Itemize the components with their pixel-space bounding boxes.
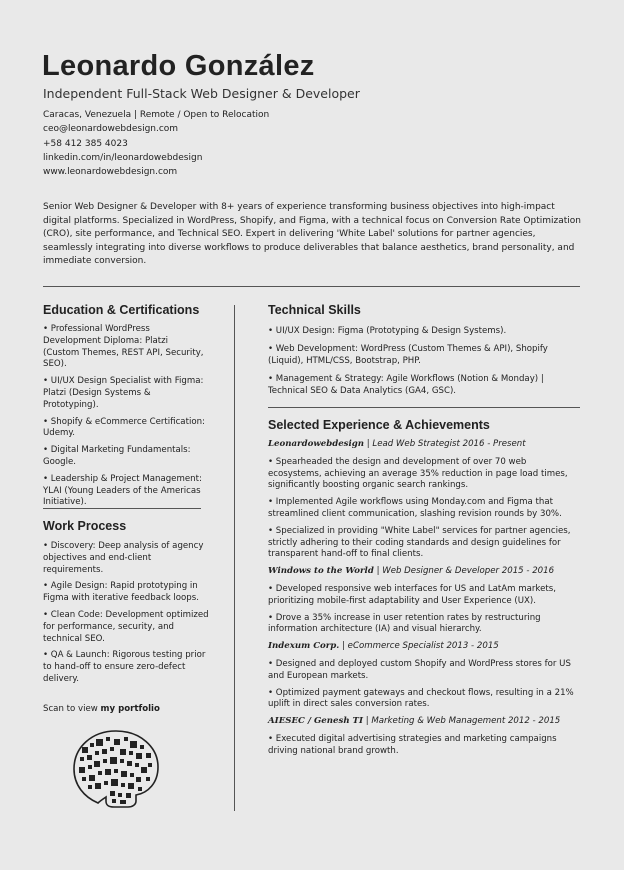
scan-prefix: Scan to view	[43, 704, 101, 714]
list-item: • Specialized in providing "White Label" services for partner agencies, strictly adhering to their coding standards and design guidelines for transparent hand-off to final clients.	[268, 525, 571, 560]
location: Caracas, Venezuela | Remote / Open to Relocation	[43, 110, 270, 120]
job-heading: Leonardowebdesign | Lead Web Strategist 2016 - Present	[268, 439, 526, 449]
experience-list	[268, 439, 574, 763]
list-item: • Discovery: Deep analysis of agency objectives and end-client requirements.	[43, 541, 204, 575]
divider	[43, 508, 201, 509]
experience-title: Selected Experience & Achievements	[268, 418, 490, 432]
job-org: Windows to the World	[268, 566, 374, 577]
list-item: • QA & Launch: Rigorous testing prior to hand-off to ensure zero-defect delivery.	[43, 650, 206, 684]
job-role: Web Designer & Developer 2015 - 2016	[382, 566, 555, 577]
job-heading: Indexum Corp. | eCommerce Specialist 2013 - 2015	[268, 641, 499, 652]
portfolio-link[interactable]: my portfolio	[100, 704, 160, 714]
skills-title: Technical Skills	[268, 303, 361, 317]
list-item: • Shopify & eCommerce Certification: Udemy.	[43, 416, 205, 439]
list-item: • Agile Design: Rapid prototyping in Figma with iterative feedback loops.	[43, 581, 199, 604]
headline: Independent Full-Stack Web Designer & Developer	[43, 86, 360, 101]
portfolio-caption	[43, 704, 160, 714]
divider	[43, 286, 580, 287]
job-role: eCommerce Specialist 2013 - 2015	[347, 641, 499, 652]
contact-block	[43, 108, 269, 179]
list-item: • Leadership & Project Management: YLAI (Young Leaders of the Americas Initiative).	[43, 473, 202, 508]
education-list	[43, 324, 205, 514]
skills-list	[268, 326, 568, 404]
job-role: Lead Web Strategist 2016 - Present	[372, 439, 526, 449]
job-role: Marketing & Web Management 2012 - 2015	[371, 716, 561, 727]
list-item: • UI/UX Design Specialist with Figma: Platzi (Design Systems & Prototyping).	[43, 376, 204, 410]
job-org: Leonardowebdesign	[268, 439, 365, 449]
process-title: Work Process	[43, 519, 127, 533]
brain-qr-code[interactable]	[70, 725, 162, 811]
list-item: • UI/UX Design: Figma (Prototyping & Design Systems).	[268, 326, 507, 336]
list-item: • Management & Strategy: Agile Workflows (Notion & Monday) | Technical SEO & Data Analytics (GA4, GSC).	[268, 373, 544, 396]
list-item: • Digital Marketing Fundamentals: Google.	[43, 445, 191, 467]
list-item: • Drove a 35% increase in user retention rates by restructuring information architecture (IA) and visual hierarchy.	[268, 612, 541, 635]
phone: +58 412 385 4023	[43, 138, 128, 149]
list-item: • Designed and deployed custom Shopify and WordPress stores for US and European markets.	[268, 658, 571, 681]
list-item: • Developed responsive web interfaces for US and LatAm markets, prioritizing mobile-first adaptability and User Experience (UX).	[268, 583, 556, 606]
process-list	[43, 541, 209, 691]
job-org: Indexum Corp.	[268, 641, 340, 652]
divider	[268, 407, 580, 408]
list-item: • Executed digital advertising strategies and marketing campaigns driving national brand growth.	[268, 733, 557, 756]
candidate-name: Leonardo González	[42, 50, 315, 82]
job-heading: Windows to the World | Web Designer & Developer 2015 - 2016	[268, 566, 555, 577]
list-item: • Professional WordPress Development Diploma: Platzi (Custom Themes, REST API, Security, SEO).	[43, 324, 204, 370]
list-item: • Clean Code: Development optimized for performance, security, and technical SEO.	[43, 609, 209, 644]
list-item: • Optimized payment gateways and checkout flows, resulting in a 21% uplift in direct sales conversion rates.	[268, 687, 574, 710]
email-link[interactable]: ceo@leonardowebdesign.com	[43, 124, 179, 135]
website-link[interactable]: www.leonardowebdesign.com	[43, 167, 178, 178]
summary: Senior Web Designer & Developer with 8+ years of experience transforming business objectives into high-impact digital platforms. Specialized in WordPress, Shopify, and Figma, with a technical focus on Conversion Rate Optimization (CRO), site performance, and Technical SEO. Expert in delivering 'White Label' solutions for partner agencies, seamlessly integrating into diverse workflows to produce deliverables that balance aesthetics, brand personality, and immediate conversion.	[43, 202, 581, 266]
list-item: • Spearheaded the design and development of over 70 web ecosystems, achieving an average 35% reduction in page load times, significantly boosting organic search rankings.	[268, 456, 568, 491]
list-item: • Implemented Agile workflows using Monday.com and Figma that streamlined client communication, slashing revision rounds by 30%.	[268, 497, 562, 519]
job-heading: AIESEC / Genesh TI | Marketing & Web Management 2012 - 2015	[268, 716, 561, 727]
education-title: Education & Certifications	[43, 303, 200, 317]
list-item: • Web Development: WordPress (Custom Themes & API), Shopify (Liquid), HTML/CSS, Bootstrap, PHP.	[268, 343, 548, 366]
job-org: AIESEC / Genesh TI	[268, 716, 363, 727]
column-divider	[234, 305, 235, 811]
linkedin-link[interactable]: linkedin.com/in/leonardowebdesign	[43, 152, 203, 163]
